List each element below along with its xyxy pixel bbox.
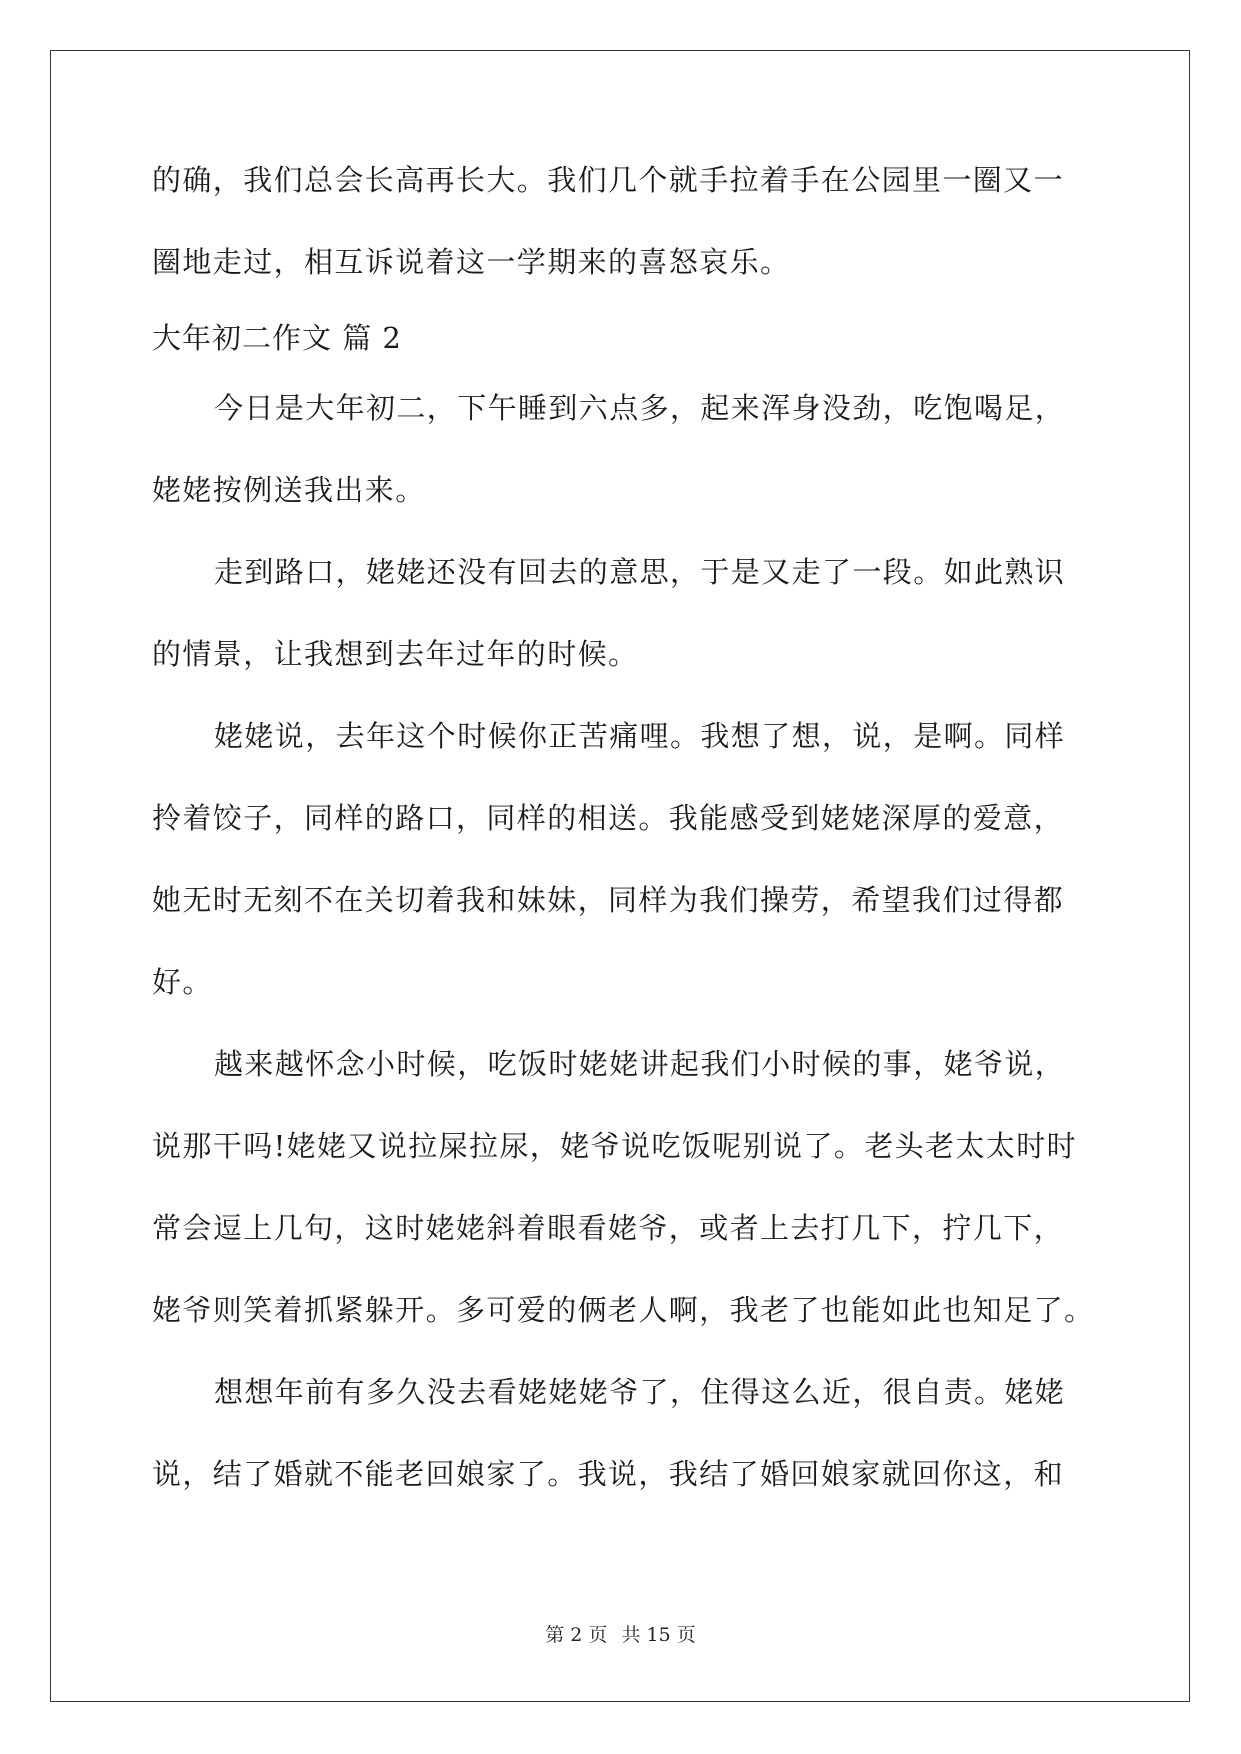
paragraph-line: 拎着饺子，同样的路口，同样的相送。我能感受到姥姥深厚的爱意，	[152, 801, 1065, 835]
text-line-1: 的确，我们总会长高再长大。我们几个就手拉着手在公园里一圈又一	[152, 163, 1065, 197]
paragraph-line: 走到路口，姥姥还没有回去的意思，于是又走了一段。如此熟识	[214, 555, 1066, 589]
section-heading: 大年初二作文 篇 2	[152, 321, 402, 355]
paragraph-line: 好。	[152, 965, 213, 999]
paragraph-line: 越来越怀念小时候，吃饭时姥姥讲起我们小时候的事，姥爷说，	[214, 1047, 1066, 1081]
paragraph-line: 常会逗上几句，这时姥姥斜着眼看姥爷，或者上去打几下，拧几下，	[152, 1211, 1065, 1245]
paragraph-line: 今日是大年初二，下午睡到六点多，起来浑身没劲，吃饱喝足，	[214, 391, 1066, 425]
page-total: 共 15 页	[621, 1624, 696, 1646]
document-body	[152, 160, 1095, 1536]
paragraph-line: 她无时无刻不在关切着我和妹妹，同样为我们操劳，希望我们过得都	[152, 883, 1065, 917]
paragraph-line: 姥爷则笑着抓紧躲开。多可爱的俩老人啊，我老了也能如此也知足了。	[152, 1293, 1095, 1327]
paragraph-line: 姥姥按例送我出来。	[152, 473, 426, 507]
paragraph-line: 说那干吗!姥姥又说拉屎拉尿，姥爷说吃饭呢别说了。老头老太太时时	[152, 1129, 1078, 1163]
page-footer	[0, 1620, 1241, 1647]
paragraph-line: 姥姥说，去年这个时候你正苦痛哩。我想了想，说，是啊。同样	[214, 719, 1066, 753]
paragraph-line: 想想年前有多久没去看姥姥姥爷了，住得这么近，很自责。姥姥	[214, 1375, 1066, 1409]
page-number: 第 2 页	[545, 1624, 608, 1646]
text-line-2: 圈地走过，相互诉说着这一学期来的喜怒哀乐。	[152, 245, 791, 279]
paragraph-line: 的情景，让我想到去年过年的时候。	[152, 637, 639, 671]
paragraph-line: 说，结了婚就不能老回娘家了。我说，我结了婚回娘家就回你这，和	[152, 1457, 1065, 1491]
